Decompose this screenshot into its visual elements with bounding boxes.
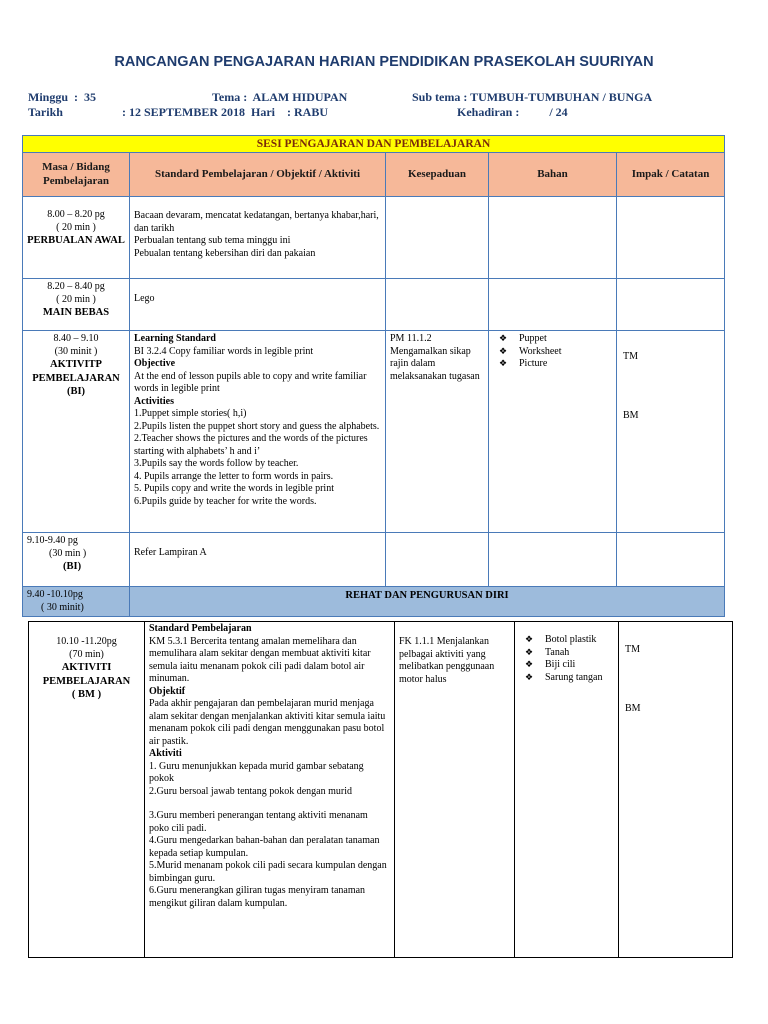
- session-band: SESI PENGAJARAN DAN PEMBELAJARAN: [23, 136, 725, 153]
- activity-line: 4.Guru mengedarkan bahan-bahan dan peralatan tanaman kepada setiap kumpulan.: [149, 835, 380, 859]
- activity-line: 5. Pupils copy and write the words in legible print: [134, 483, 334, 495]
- objektif-text: Pada akhir pengajaran dan pembelajaran murid menjaga alam sekitar dengan menjalankan aktiviti kitar semula iaitu menanam pokok cili padi dengan menggunakan pasu botol air pastik.: [149, 698, 386, 747]
- col-header-kesepaduan: Kesepaduan: [386, 153, 489, 197]
- row-area: PERBUALAN AWAL: [27, 235, 125, 247]
- activities-heading: Activities: [134, 395, 174, 407]
- bahan-list: [493, 333, 612, 371]
- col-header-bahan: Bahan: [489, 153, 617, 197]
- kehadiran-label: Kehadiran : / 24: [457, 105, 568, 119]
- standard-heading: Standard Pembelajaran: [149, 623, 252, 634]
- row-duration: (30 min ): [49, 547, 87, 559]
- bahan-item: ❖ Biji cili: [519, 659, 614, 672]
- activity-line: 3.Guru memberi penerangan tentang aktiviti menanam poko cili padi.: [149, 810, 368, 834]
- row-area: AKTIVITI PEMBELAJARAN: [42, 662, 131, 687]
- bahan-list: [519, 634, 614, 684]
- table-row: [23, 331, 725, 533]
- rehat-label: REHAT DAN PENGURUSAN DIRI: [130, 587, 725, 617]
- bahan-item: ❖ Puppet: [493, 333, 612, 346]
- standard-text: KM 5.3.1 Bercerita tentang amalan memelihara dan memulihara alam sekitar dengan membuat aktiviti kitar semula iaitu menanam pokok cili padi dalam botol air minuman.: [149, 635, 371, 684]
- activity-line: Perbualan tentang sub tema minggu ini: [134, 235, 291, 247]
- impak-bm: BM: [625, 702, 641, 714]
- bahan-item: ❖ Tanah: [519, 647, 614, 660]
- bahan-item: ❖ Sarung tangan: [519, 672, 614, 685]
- row-time: 8.00 – 8.20 pg: [47, 209, 105, 221]
- bm-activity-table: [28, 621, 733, 958]
- row-duration: ( 20 min ): [56, 293, 96, 305]
- table-row: [23, 279, 725, 331]
- rehat-row: [23, 587, 725, 617]
- activity-line: Bacaan devaram, mencatat kedatangan, bertanya khabar,hari, dan tarikh: [134, 210, 379, 234]
- impak-tm: TM: [625, 644, 640, 655]
- kesepaduan-cell: FK 1.1.1 Menjalankan pelbagai aktiviti yang melibatkan penggunaan motor halus: [395, 622, 515, 958]
- page-title: RANCANGAN PENGAJARAN HARIAN PENDIDIKAN PRASEKOLAH SUURIYAN: [114, 54, 654, 70]
- kesepaduan-cell: PM 11.1.2 Mengamalkan sikap rajin dalam melaksanakan tugasan: [386, 331, 489, 533]
- activity-line: 1.Puppet simple stories( h,i): [134, 408, 247, 420]
- tarikh-value: : 12 SEPTEMBER 2018 Hari : RABU: [122, 105, 329, 119]
- row-area: MAIN BEBAS: [42, 307, 110, 319]
- activity-line: 1. Guru menunjukkan kepada murid gambar sebatang pokok: [149, 760, 364, 784]
- tarikh-label: Tarikh: [28, 105, 63, 119]
- rehat-time: 9.40 -10.10pg: [27, 589, 83, 601]
- activity-line: 6.Guru menerangkan giliran tugas menyiram tanaman mengikut giliran dalam kumpulan.: [149, 885, 366, 909]
- lesson-plan-table: [22, 135, 725, 617]
- activity-line: 5.Murid menanam pokok cili padi secara kumpulan dengan bimbingan guru.: [149, 860, 387, 884]
- tema-label: Tema : ALAM HIDUPAN: [212, 90, 348, 104]
- activity-line: Pebualan tentang kebersihan diri dan pakaian: [134, 247, 316, 259]
- row-time: 9.10-9.40 pg: [27, 535, 78, 547]
- activity-line: 4. Pupils arrange the letter to form words in pairs.: [134, 470, 334, 482]
- aktiviti-heading: Aktiviti: [149, 748, 182, 759]
- activity-line: 3.Pupils say the words follow by teacher.: [134, 458, 299, 470]
- impak-bm: BM: [623, 409, 639, 421]
- activity-line: Lego: [134, 293, 155, 305]
- minggu-label: Minggu : 35: [28, 90, 97, 104]
- row-duration: ( 20 min ): [56, 221, 96, 233]
- row-duration: (70 min): [69, 648, 104, 660]
- row-time: 8.20 – 8.40 pg: [47, 281, 105, 293]
- row-area-subject: ( BM ): [71, 689, 102, 700]
- objective-heading: Objective: [134, 358, 176, 370]
- rehat-duration: ( 30 minit): [41, 601, 84, 613]
- col-header-standard: Standard Pembelajaran / Objektif / Aktiviti: [130, 153, 386, 197]
- impak-tm: TM: [623, 351, 638, 363]
- activity-line: Refer Lampiran A: [134, 547, 207, 559]
- activity-line: 2.Pupils listen the puppet short story and guess the alphabets.: [134, 420, 380, 432]
- activity-line: 2.Guru bersoal jawab tentang pokok dengan murid: [149, 785, 353, 797]
- objective: At the end of lesson pupils able to copy and write familiar words in legible print: [134, 370, 367, 395]
- row-time: 8.40 – 9.10: [53, 333, 99, 345]
- col-header-impak: Impak / Catatan: [617, 153, 725, 197]
- learning-standard-heading: Learning Standard: [134, 333, 216, 345]
- table-row: [23, 197, 725, 279]
- row-area: AKTIVITP PEMBELAJARAN (BI): [32, 359, 120, 398]
- table-row: [23, 533, 725, 587]
- objektif-heading: Objektif: [149, 685, 186, 697]
- row-time: 10.10 -11.20pg: [56, 636, 117, 647]
- bahan-item: ❖ Picture: [493, 358, 612, 371]
- bahan-item: ❖ Worksheet: [493, 346, 612, 359]
- activity-line: 6.Pupils guide by teacher for write the words.: [134, 495, 317, 507]
- col-header-masa: Masa / Bidang Pembelajaran: [23, 153, 130, 197]
- activity-line: 2.Teacher shows the pictures and the words of the pictures starting with alphabets’ h and i’: [134, 433, 368, 457]
- row-area: (BI): [63, 561, 82, 573]
- row-duration: (30 minit ): [54, 345, 98, 357]
- table-row: [29, 622, 733, 958]
- activity-spacer: [149, 798, 390, 810]
- learning-standard: BI 3.2.4 Copy familiar words in legible print: [134, 345, 314, 357]
- bahan-item: ❖ Botol plastik: [519, 634, 614, 647]
- subtema-label: Sub tema : TUMBUH-TUMBUHAN / BUNGA: [412, 90, 653, 104]
